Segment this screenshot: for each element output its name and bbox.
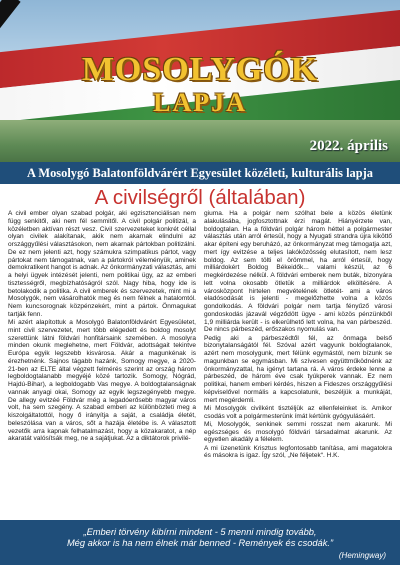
paragraph: A civil ember olyan szabad polgár, aki egzisztenciálisan nem függ senkitől, aki nem fél semmitől. A civil polgár politizál, a közéletben aktívan részt vesz. Civil szervezeteket konkrét céllal olyan civilek alakítanak, akik nem akarnak elindulni az országgyűlési választásokon, nem akarnak pártokban politizálni. De ez nem jelenti azt, hogy számukra szimpatikus pártot, vagy pártokat nem támogatnak, van a pártokról véleményük, aminek demokratikent hangot is adnak. Az önkormányzati választás, ami a helyi ügyek intézését jelenti, nem politikai ügy, az az emberi tisztességről, megbízhatóságról szól. Nagy hiba, hogy ide is betolakodik a politika. A civil emberek és szervezetek, mint mi a Mosolygók, nem vásárolhatók meg és nem félnek a hatalomtól. Nem kuncsorognak közpénzekért, mint a pártok. Önmagukat tartják fenn.: [8, 210, 196, 318]
article-column-right: [204, 210, 392, 518]
paragraph: A mi üzenetünk Krisztus legfontosabb tanítása, ami magatokra és másokra is igaz. Így szól, „Ne féljetek“. H.K.: [204, 444, 392, 460]
quote-footer: [0, 520, 400, 565]
quote-line-1: „Emberi törvény kibírni mindent - 5 menni mindig tovább,: [83, 527, 317, 537]
article-body: [8, 210, 392, 518]
masthead-title: MOSOLYGÓK: [81, 51, 319, 88]
masthead-subtitle: LAPJA: [153, 88, 247, 117]
masthead: [0, 52, 400, 118]
publication-subtitle: A Mosolygó Balatonföldvárért Egyesület közéleti, kulturális lapja: [0, 162, 400, 184]
paragraph: giuma. Ha a polgár nem szólhat bele a közös életünk alakulásába, jogfosztottnak érzi magát. Hiányérzete van, boldogtalan. Ha a földvári polgár három héttel a polgármester választás után arról értesül, hogy a Nyugati strandra újra kiköttő akar építeni egy beruházó, az önkormányzat meg támogatja azt, mert így evitzése a teljes lakóközösség elutasított, nem lesz boldog. Az sem tölti el örömmel, ha arról értesül, hogy milliárdokért Boldog Békeidők... valami készül, az 6 megkérdezése nélkül. A földvári emberek nem buták, bizonyára lett volna okosabb ötletük a milliárdok elköltésére. A városközpont hirtelen megvételének ötletét- ami a város eladósodását is jelenti - megelőzhette volna a közös gondolkodás. A földvári polgár nem tartja fényűző városi gondoskodás jázavál végződött ügye - ami közös pénzünkből 1,9 milliárda került - is elkerülhető lett volna, ha van párbeszéd. De nincs párbeszéd, erőszakos nyomulás van.: [204, 210, 392, 334]
paragraph: Mi Mosolygók civilként tisztéljük az ellenfeleinket is. Amikor csodás volt a polgármesterünk ímát kértünk gyógyulásáért.: [204, 404, 392, 420]
article-title: A civilségről (általában): [94, 186, 306, 209]
quote-line-2: Még akkor is ha nem élnek már benned - Remények és csodák.”: [66, 538, 334, 548]
quote-author: (Hemingway): [338, 551, 386, 560]
article-column-left: [8, 210, 196, 518]
paragraph: Mi, Mosolygók, senkinek semmi rosszat nem akarunk. Mi egészséges és mosolygó földvári társadalmat akarunk. Az egyetlen akadály a félelem.: [204, 420, 392, 444]
issue-date: 2022. április: [309, 138, 388, 154]
paragraph: Pedig aki a párbeszédtől fél, az önmaga belső bizonytalanságától fél. Szóval azért vagyunk boldogtalanok, azért nem mosolygunk, mert félünk egymástól, nem bízunk se magunkban se egymásban. Mi szívesen együttműködnénk az önkormányzattal, ha igényt tartana rá. A város érdeke lenne a párbeszéd, de három éve csak tyúkperek vannak. Ez nem politikai, hanem emberi kérdés, hiszen a Fideszes országgyűlési képviselővel normális a kapcsolatunk, beszéljük a munkáját, mert megérdemli.: [204, 334, 392, 404]
paragraph: Mi azért alapítottuk a Mosolygó Balatonföldvárért Egyesületet, mint civil szervezetet, mert több elégedett és boldog mosolyt szerettünk látni földvári honfitársaink szemében. A mosolyra minden okunk meglehetne, mert Földvár, adottságait tekintve Európa egyik legszebb kisvárosa. Akár a magunkénak is érezhetnénk. Sajnos tágabb hazánk, Somogy megye, a 2020-21-ben az ELTE által végzett felmérés szerint az ország három legboldogtalanabb megyéjé közé tartozik. Somogy, Nógrád, Hajdú-Bihar), a legboldogabb Vas megye. A boldogtalanságnak vannak anyagi okai, Somogy az egyik legszegényebb megye. De allegy evitzéé Földvár még a legadóerősebb magyar város volt, ha sem szegény. A szabad emberi az különbözteti meg a kiszolgáltatottól, hogy ő irányítja a saját, a családja életét, beleszólása van a város, sőt a hazája életébe is. A választott vezetők arra kapnak felhatalmazást, hogy a közakaratot, a nép akaratát valósítsák meg, ne a sajátjukat. Az a diktátorok privilé-: [8, 319, 196, 443]
header-banner: [0, 0, 400, 162]
